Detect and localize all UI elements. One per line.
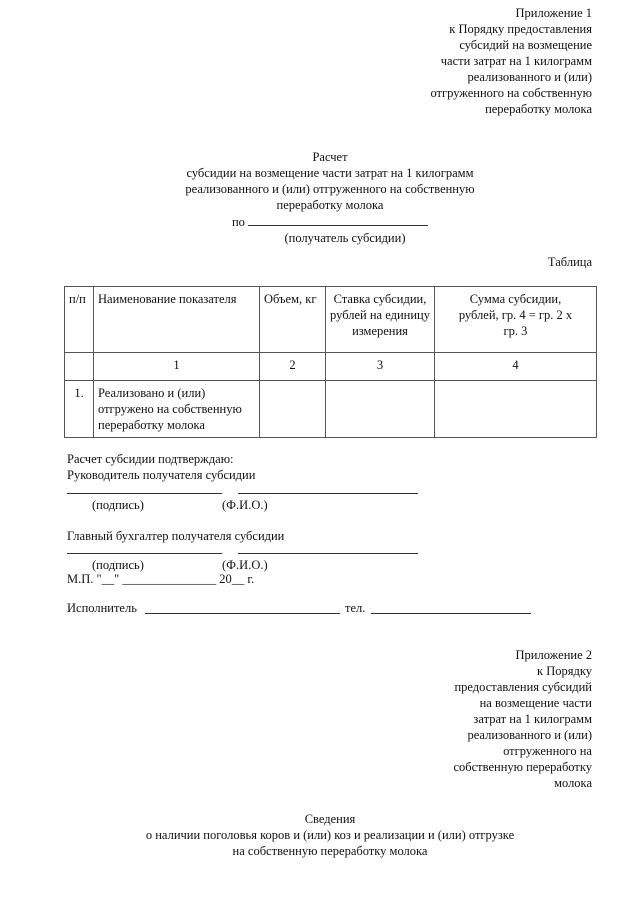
tel-blank[interactable]	[371, 601, 531, 614]
signatures	[67, 451, 255, 483]
calc-title	[130, 149, 530, 246]
appendix-line: части затрат на 1 килограмм	[440, 54, 592, 68]
number-cell: 2	[260, 353, 326, 381]
accountant-label: Главный бухгалтер получателя субсидии	[67, 529, 285, 543]
accountant-fio-blank[interactable]	[238, 541, 418, 554]
subsidy-table	[64, 286, 597, 438]
signature-caption: (подпись)	[92, 498, 144, 512]
table-header-row	[65, 287, 597, 353]
signature-caption: (подпись)	[92, 558, 144, 572]
title-line: субсидии на возмещение части затрат на 1 килограмм	[186, 166, 474, 180]
stamp-date-line: М.П. "__" _______________ 20__ г.	[67, 572, 255, 586]
po-label: по	[231, 215, 245, 229]
appendix-line: к Порядку предоставления	[449, 22, 592, 36]
appendix-line: переработку молока	[485, 102, 592, 116]
appendix-line: на возмещение части	[479, 696, 592, 710]
table-number-row	[65, 353, 597, 381]
appendix-line: молока	[554, 776, 592, 790]
rate-cell[interactable]	[326, 381, 435, 438]
head-label: Руководитель получателя субсидии	[67, 468, 256, 482]
header-cell: Сумма субсидии, рублей, гр. 4 = гр. 2 х гр. 3	[435, 287, 597, 353]
appendix-line: затрат на 1 килограмм	[473, 712, 592, 726]
sum-cell[interactable]	[435, 381, 597, 438]
head-signature-blank[interactable]	[67, 481, 222, 494]
row-number: 1.	[65, 381, 94, 438]
appendix-2-header	[453, 647, 592, 791]
title-line: переработку молока	[276, 198, 384, 212]
number-cell: 4	[435, 353, 597, 381]
number-cell: 1	[94, 353, 260, 381]
number-cell	[65, 353, 94, 381]
header-cell: п/п	[65, 287, 94, 353]
title-heading: Расчет	[312, 150, 348, 164]
appendix-line: отгруженного на	[503, 744, 592, 758]
recipient-caption: (получатель субсидии)	[284, 231, 406, 245]
executor-label: Исполнитель	[67, 601, 137, 615]
table-row	[65, 381, 597, 438]
header-cell: Объем, кг	[260, 287, 326, 353]
number-cell: 3	[326, 353, 435, 381]
confirm-text: Расчет субсидии подтверждаю:	[67, 452, 234, 466]
appendix-line: собственную переработку	[453, 760, 592, 774]
fio-caption: (Ф.И.О.)	[222, 558, 268, 572]
accountant-signature-blank[interactable]	[67, 541, 222, 554]
appendix-line: отгруженного на собственную	[430, 86, 592, 100]
head-fio-blank[interactable]	[238, 481, 418, 494]
appendix-line: субсидий на возмещение	[459, 38, 592, 52]
info-line: на собственную переработку молока	[232, 844, 428, 858]
row-name: Реализовано и (или) отгружено на собственную переработку молока	[94, 381, 260, 438]
info-heading: Сведения	[304, 812, 356, 826]
fio-caption: (Ф.И.О.)	[222, 498, 268, 512]
appendix-line: реализованного и (или)	[467, 70, 592, 84]
appendix-1-header	[430, 5, 592, 117]
title-line: реализованного и (или) отгруженного на собственную	[185, 182, 475, 196]
header-cell: Наименование показателя	[94, 287, 260, 353]
table-label: Таблица	[547, 255, 592, 269]
tel-label: тел.	[345, 601, 366, 615]
info-title	[100, 811, 560, 859]
executor-blank[interactable]	[145, 601, 340, 614]
volume-cell[interactable]	[260, 381, 326, 438]
appendix-line: Приложение 2	[515, 648, 592, 662]
appendix-line: предоставления субсидий	[454, 680, 592, 694]
header-cell: Ставка субсидии, рублей на единицу измерения	[326, 287, 435, 353]
info-line: о наличии поголовья коров и (или) коз и реализации и (или) отгрузке	[145, 828, 515, 842]
appendix-line: Приложение 1	[515, 6, 592, 20]
recipient-blank[interactable]	[248, 213, 428, 226]
appendix-line: к Порядку	[537, 664, 592, 678]
appendix-line: реализованного и (или)	[467, 728, 592, 742]
